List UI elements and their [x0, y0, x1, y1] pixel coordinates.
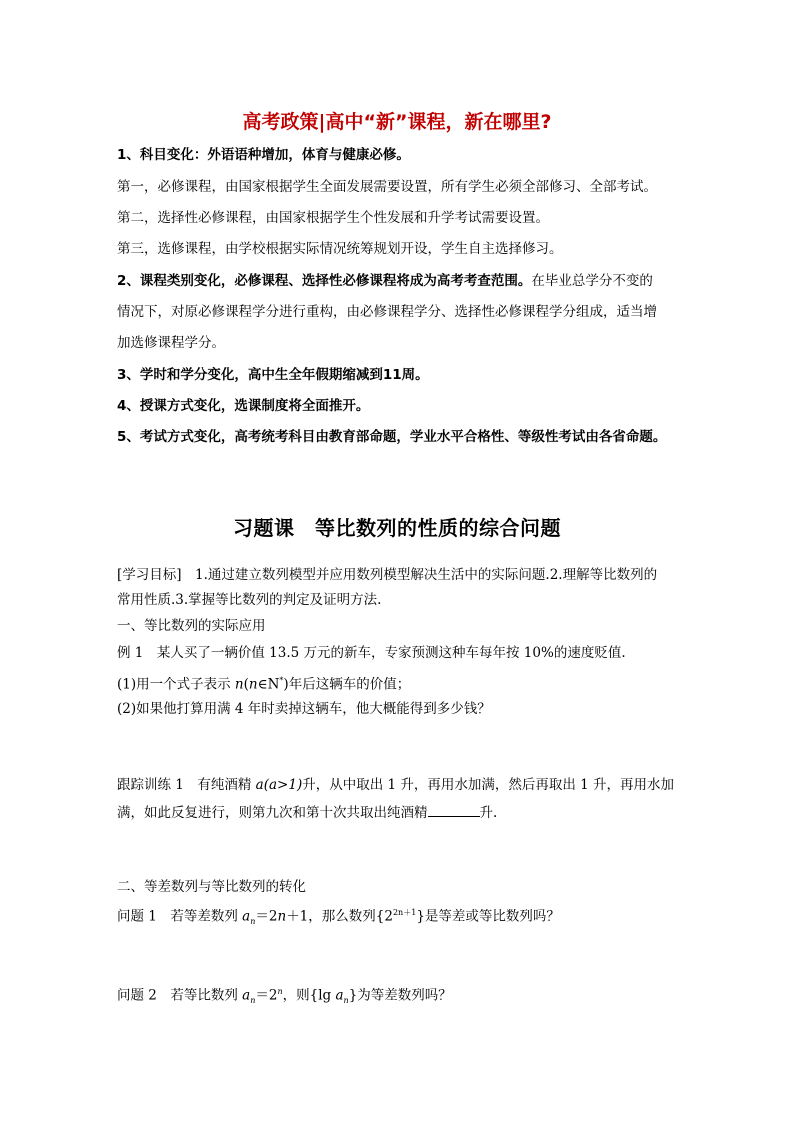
- example-1-question-2: (2)如果他打算用满 4 年时卖掉这辆车，他大概能得到多少钱？: [117, 701, 491, 717]
- problem-2: [117, 983, 452, 1010]
- exercise-line2-prefix: 满，如此反复进行，则第九次和第十次共取出纯酒精: [117, 805, 428, 821]
- q1-set: ∈N: [257, 676, 280, 693]
- example-1-question-1: [117, 672, 410, 694]
- course-type-2: 第二，选择性必修课程，由国家根据学生个性发展和升学考试需要设置。: [117, 210, 549, 226]
- policy-item-4: 4、授课方式变化，选课制度将全面推开。: [117, 398, 370, 414]
- answer-blank[interactable]: [428, 804, 480, 817]
- problem2-exponent: n: [277, 987, 283, 996]
- problem1-equals: ＝2: [255, 908, 278, 925]
- policy-item-2-line2: 情况下，对原必修课程学分进行重构，由必修课程学分、选择性必修课程学分组成，适当增: [117, 304, 657, 320]
- policy-item-2-rest: 在毕业总学分不变的: [531, 273, 653, 289]
- q1-paren: (: [243, 676, 249, 693]
- exercise-var-a: a: [255, 777, 264, 793]
- problem1-prefix: 问题 1 若等差数列: [117, 908, 243, 925]
- exercise-condition: (a>1): [263, 777, 303, 793]
- course-type-1: 第一，必修课程，由国家根据学生全面发展需要设置，所有学生必须全部修习、全部考试。: [117, 179, 657, 195]
- q1-suffix: )年后这辆车的价值；: [283, 676, 411, 693]
- problem2-prefix: 问题 2 若等比数列: [117, 987, 243, 1004]
- learning-objectives-line2: 常用性质.3.掌握等比数列的判定及证明方法.: [117, 592, 382, 608]
- problem2-subscript2: n: [343, 996, 349, 1006]
- exercise-line2-suffix: 升.: [479, 805, 498, 821]
- problem2-var-a2: a: [335, 987, 344, 1004]
- problem2-equals: ＝2: [255, 987, 278, 1004]
- exercise-prefix: 跟踪训练 1 有纯酒精: [117, 777, 256, 793]
- problem2-subscript: n: [250, 996, 256, 1006]
- problem1-var-n: n: [277, 908, 287, 925]
- problem1-var-a: a: [242, 908, 251, 925]
- q1-star: *: [279, 676, 284, 685]
- example-1: 例 1 某人买了一辆价值 13.5 万元的新车，专家预测这种车每年按 10%的速度贬值.: [117, 645, 626, 661]
- policy-item-2: [117, 272, 653, 290]
- learning-objectives-line1: [学习目标] 1.通过建立数列模型并应用数列模型解决生活中的实际问题.2.理解等比数列的: [117, 567, 658, 583]
- policy-item-5: 5、考试方式变化，高考统考科目由教育部命题，学业水平合格性、等级性考试由各省命题。: [117, 429, 667, 445]
- problem1-suffix: }是等差或等比数列吗？: [416, 908, 560, 925]
- problem2-var-a: a: [242, 987, 251, 1004]
- policy-title: 高考政策|高中“新”课程，新在哪里?: [242, 111, 552, 133]
- policy-item-1: 1、科目变化：外语语种增加，体育与健康必修。: [117, 147, 410, 163]
- exercise-1-line1: [117, 776, 674, 794]
- q1-var: n: [234, 676, 244, 693]
- q1-prefix: (1)用一个式子表示: [117, 676, 235, 693]
- policy-item-2-line3: 加选修课程学分。: [117, 335, 225, 351]
- exercise-1-line2: [117, 804, 497, 822]
- policy-item-2-bold: 2、课程类别变化，必修课程、选择性必修课程将成为高考考查范围。: [117, 273, 532, 289]
- problem2-middle: ，则{lg: [282, 987, 336, 1004]
- problem1-plus: ＋1，那么数列{2: [286, 908, 393, 925]
- section-heading-1: 一、等比数列的实际应用: [117, 618, 266, 634]
- problem1-subscript: n: [250, 917, 256, 927]
- lesson-title: 习题课 等比数列的性质的综合问题: [233, 516, 561, 540]
- policy-item-3: 3、学时和学分变化，高中生全年假期缩减到11周。: [117, 367, 429, 383]
- problem2-suffix: }为等差数列吗？: [348, 987, 452, 1004]
- course-type-3: 第三，选修课程，由学校根据实际情况统筹规划开设，学生自主选择修习。: [117, 241, 563, 257]
- section-heading-2: 二、等差数列与等比数列的转化: [117, 879, 306, 895]
- exercise-suffix: 升，从中取出 1 升，再用水加满，然后再取出 1 升，再用水加: [302, 777, 675, 793]
- q1-var2: n: [248, 676, 258, 693]
- problem1-exponent: 2n＋1: [392, 908, 417, 917]
- problem-1: [117, 904, 560, 931]
